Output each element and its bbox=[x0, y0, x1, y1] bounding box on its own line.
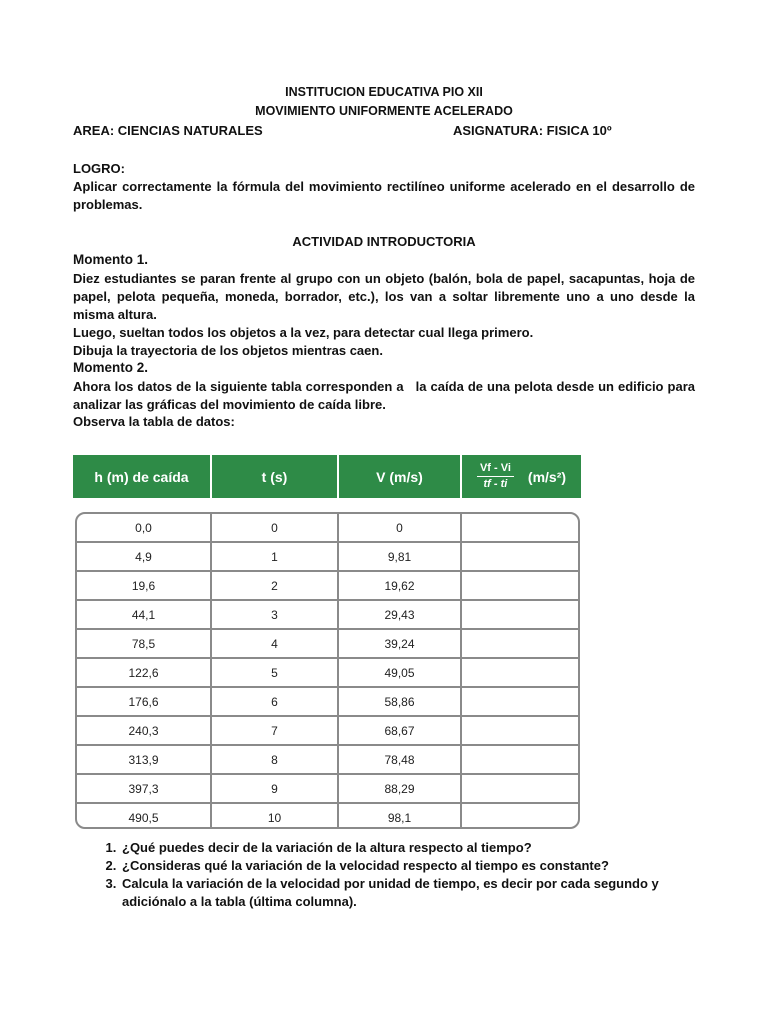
cell-acceleration[interactable] bbox=[461, 600, 578, 629]
asignatura-label: ASIGNATURA: FISICA 10º bbox=[453, 123, 612, 138]
cell-acceleration[interactable] bbox=[461, 629, 578, 658]
cell-height: 19,6 bbox=[77, 571, 211, 600]
cell-height: 0,0 bbox=[77, 514, 211, 542]
cell-velocity: 0 bbox=[338, 514, 461, 542]
table-row bbox=[77, 600, 578, 629]
table-header-bar bbox=[73, 455, 581, 498]
area-label: AREA: CIENCIAS NATURALES bbox=[73, 123, 263, 138]
logro-heading: LOGRO: bbox=[73, 161, 125, 176]
cell-time: 9 bbox=[211, 774, 338, 803]
cell-acceleration[interactable] bbox=[461, 571, 578, 600]
document-title: MOVIMIENTO UNIFORMENTE ACELERADO bbox=[255, 104, 513, 118]
momento1-paragraph-3: Dibuja la trayectoria de los objetos mientras caen. bbox=[73, 343, 383, 358]
data-table bbox=[75, 512, 580, 829]
cell-time: 8 bbox=[211, 745, 338, 774]
header-height: h (m) de caída bbox=[73, 455, 210, 498]
formula-numerator: Vf - Vi bbox=[477, 462, 514, 477]
cell-time: 0 bbox=[211, 514, 338, 542]
acceleration-unit: (m/s²) bbox=[527, 468, 567, 485]
question-item: 1. ¿Qué puedes decir de la variación de la altura respecto al tiempo? bbox=[120, 839, 720, 857]
cell-height: 4,9 bbox=[77, 542, 211, 571]
cell-acceleration[interactable] bbox=[461, 774, 578, 803]
table-row bbox=[77, 687, 578, 716]
institution-title: INSTITUCION EDUCATIVA PIO XII bbox=[285, 85, 483, 99]
table-row bbox=[77, 716, 578, 745]
cell-height: 490,5 bbox=[77, 803, 211, 829]
logro-text: Aplicar correctamente la fórmula del movimiento rectilíneo uniforme acelerado en el desarrollo de problemas. bbox=[73, 179, 695, 212]
momento1-paragraph: Diez estudiantes se paran frente al grupo con un objeto (balón, bola de papel, sacapuntas, hoja de papel, pelota pequeña, moneda, borrador, etc.), los van a soltar libremente uno a uno desde la misma altura. bbox=[73, 271, 695, 322]
cell-velocity: 19,62 bbox=[338, 571, 461, 600]
cell-time: 10 bbox=[211, 803, 338, 829]
momento2-paragraph-2: Observa la tabla de datos: bbox=[73, 414, 235, 429]
header-velocity: V (m/s) bbox=[337, 455, 460, 498]
question-item: 3. Calcula la variación de la velocidad por unidad de tiempo, es decir por cada segundo y adiciónalo a la tabla (última columna). bbox=[120, 875, 720, 911]
cell-velocity: 9,81 bbox=[338, 542, 461, 571]
table-row bbox=[77, 658, 578, 687]
cell-velocity: 98,1 bbox=[338, 803, 461, 829]
cell-time: 4 bbox=[211, 629, 338, 658]
cell-acceleration[interactable] bbox=[461, 658, 578, 687]
cell-time: 7 bbox=[211, 716, 338, 745]
acceleration-formula bbox=[477, 462, 514, 491]
table-row bbox=[77, 514, 578, 542]
question-item: 2. ¿Consideras qué la variación de la velocidad respecto al tiempo es constante? bbox=[120, 857, 720, 875]
formula-denominator: tf - ti bbox=[483, 478, 508, 490]
cell-time: 5 bbox=[211, 658, 338, 687]
cell-velocity: 78,48 bbox=[338, 745, 461, 774]
table-row bbox=[77, 803, 578, 829]
cell-acceleration[interactable] bbox=[461, 687, 578, 716]
cell-velocity: 29,43 bbox=[338, 600, 461, 629]
cell-velocity: 49,05 bbox=[338, 658, 461, 687]
cell-height: 44,1 bbox=[77, 600, 211, 629]
cell-acceleration[interactable] bbox=[461, 803, 578, 829]
cell-acceleration[interactable] bbox=[461, 542, 578, 571]
cell-time: 6 bbox=[211, 687, 338, 716]
cell-velocity: 88,29 bbox=[338, 774, 461, 803]
cell-height: 176,6 bbox=[77, 687, 211, 716]
header-time: t (s) bbox=[210, 455, 337, 498]
cell-height: 397,3 bbox=[77, 774, 211, 803]
question-list bbox=[75, 839, 720, 911]
cell-velocity: 39,24 bbox=[338, 629, 461, 658]
table-row bbox=[77, 542, 578, 571]
cell-height: 313,9 bbox=[77, 745, 211, 774]
table-row bbox=[77, 629, 578, 658]
actividad-title: ACTIVIDAD INTRODUCTORIA bbox=[292, 234, 476, 249]
cell-height: 78,5 bbox=[77, 629, 211, 658]
cell-velocity: 68,67 bbox=[338, 716, 461, 745]
cell-height: 240,3 bbox=[77, 716, 211, 745]
table-row bbox=[77, 774, 578, 803]
cell-acceleration[interactable] bbox=[461, 745, 578, 774]
cell-velocity: 58,86 bbox=[338, 687, 461, 716]
data-table-body bbox=[77, 514, 578, 829]
cell-time: 2 bbox=[211, 571, 338, 600]
cell-time: 3 bbox=[211, 600, 338, 629]
table-row bbox=[77, 571, 578, 600]
momento2-heading: Momento 2. bbox=[73, 360, 149, 375]
cell-acceleration[interactable] bbox=[461, 716, 578, 745]
cell-height: 122,6 bbox=[77, 658, 211, 687]
header-acceleration bbox=[460, 455, 581, 498]
momento1-paragraph-2: Luego, sueltan todos los objetos a la vez, para detectar cual llega primero. bbox=[73, 325, 534, 340]
cell-acceleration[interactable] bbox=[461, 514, 578, 542]
table-row bbox=[77, 745, 578, 774]
momento1-heading: Momento 1. bbox=[73, 252, 149, 267]
momento2-paragraph: Ahora los datos de la siguiente tabla corresponden a la caída de una pelota desde un edificio para analizar las gráficas del movimiento de caída libre. bbox=[73, 379, 699, 412]
cell-time: 1 bbox=[211, 542, 338, 571]
